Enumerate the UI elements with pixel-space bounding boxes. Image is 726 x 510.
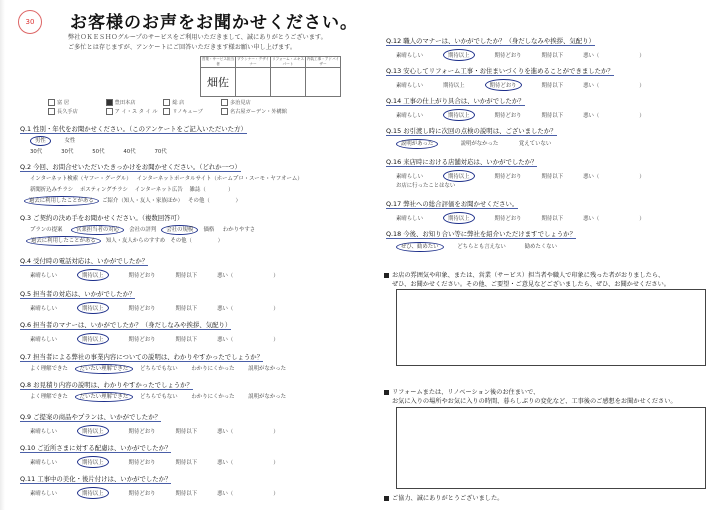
question-12-options [396,49,645,61]
bracket-close: ） [639,83,645,89]
answer-selected[interactable]: 期待以上 [443,49,475,61]
answer-selected[interactable]: 期待以上 [77,425,109,437]
answer-option[interactable]: 説明がなかった [248,394,287,400]
answer-option[interactable]: 期待以上 [442,83,465,89]
grid-header: 内装工事・アドバイザー [306,57,340,66]
q2-options-row3 [24,196,241,204]
bullet-icon [384,390,389,395]
page-title: お客様のお声をお聞かせください。 [70,13,358,33]
q1-options [30,136,75,144]
bracket-close: ） [273,460,279,466]
q15-options [396,139,551,147]
question-3: Q.3 ご契約の決め手をお聞かせください。（複数回答可） [20,214,184,222]
thanks-line [384,493,503,502]
page-edge-shadow [0,0,5,510]
question-11-options [30,487,279,499]
bracket-close: ） [639,53,645,59]
checkbox[interactable] [48,108,55,115]
prompt-line: リフォームまたは、リノベーション後のお住まいで、 [392,389,540,396]
answer-selected[interactable]: だいたい理解できた [75,392,134,402]
answer-option[interactable]: どちらでもない [140,366,178,372]
answer-selected[interactable]: 期待以上 [77,487,109,499]
answer-option[interactable]: 雑誌（ [189,187,206,193]
bracket-close: ） [273,306,279,312]
answer-option[interactable]: 70代 [154,149,167,155]
answer-option[interactable]: よく理解できた [30,394,68,400]
answer-selected[interactable]: 過去に利用したことがある [24,196,99,206]
prompt-line: お気に入りの場所やお気に入りの時間、暮らしぶりの変化など、工事後のご感想をお聞かせください。 [392,398,677,405]
answer-option[interactable]: 素晴らしい [30,491,57,497]
question-2: Q.2 今回、お問合せいただいたきっかけをお聞かせください。（どれか一つ） [20,163,241,171]
answer-option[interactable]: 悪い（ [583,53,600,59]
answer-selected[interactable]: 期待どおり [485,79,522,91]
answer-option[interactable]: 会社の評判 [129,227,157,233]
answer-option[interactable]: 期待以下 [541,174,564,180]
answer-selected[interactable]: 期待以上 [443,170,475,182]
answer-option[interactable]: 覚えていない [518,141,552,147]
question-9-options [30,425,279,437]
bracket-close: ） [639,174,645,180]
question-13: Q.13 安心してリフォーム工事・お住まいづくりを進めることができましたか？ [386,67,614,75]
answer-option[interactable]: 期待どおり [494,174,522,180]
answer-option[interactable]: 素晴らしい [396,113,423,119]
answer-option[interactable]: 知人・友人からのすすめ [105,238,166,244]
q2-options-row2 [30,185,234,193]
answer-option[interactable]: 期待どおり [128,306,156,312]
answer-option[interactable]: インターネットポータルサイト（ホームプロ・スーモ・ヤフオーム） [136,176,303,182]
q18-options [396,242,557,250]
shop-option[interactable]: 長久手店 [48,108,104,117]
answer-option[interactable]: 期待どおり [494,53,522,59]
bracket-close: ） [273,273,279,279]
shop-option[interactable]: 名古屋ガーデン・外構館 [221,108,287,117]
comment-box-2[interactable] [396,407,706,489]
answer-option[interactable]: わかりにくかった [191,366,235,372]
q1-age-options [30,147,167,155]
shop-option[interactable]: ア イ・ス タ イ ル [106,108,162,117]
shop-option[interactable]: リノキューブ [163,108,219,117]
comment-prompt-2 [384,387,677,405]
answer-option[interactable]: インターネット広告 [134,187,183,193]
answer-option[interactable]: 悪い（ [217,273,234,279]
answer-option[interactable]: 悪い（ [583,113,600,119]
question-14-options [396,109,645,121]
answer-option[interactable]: プランの提案 [30,227,63,233]
question-16: Q.16 来店時における店舗対応は、いかがでしたか？ [386,158,538,166]
answer-option[interactable]: 悪い（ [217,306,234,312]
shop-option[interactable]: 総 店 [163,99,219,108]
comment-box-1[interactable] [396,289,706,366]
question-13-options [396,79,645,91]
question-15: Q.15 お引渡し時に次回の点検の説明は、ございましたか？ [386,127,557,135]
staff-name-value[interactable]: 畑佐 [201,68,236,97]
bracket-close: ） [639,216,645,222]
answer-option[interactable]: 期待どおり [128,460,156,466]
bracket-close: ） [273,429,279,435]
shop-option[interactable]: 多治見店 [221,99,287,108]
answer-selected[interactable]: 会社の規模 [161,225,198,235]
answer-option[interactable]: 素晴らしい [30,429,57,435]
answer-option[interactable]: 30代 [30,149,43,155]
answer-option[interactable]: 期待以下 [175,429,198,435]
answer-selected[interactable]: だいたい理解できた [75,364,134,374]
answer-option[interactable]: 素晴らしい [396,174,423,180]
checkbox[interactable] [221,99,228,106]
shop-checklist [48,99,288,117]
answer-option[interactable]: 素晴らしい [30,273,57,279]
answer-option[interactable]: 期待どおり [128,491,156,497]
answer-option[interactable]: 悪い（ [217,460,234,466]
thanks-text: ご協力、誠にありがとうございました。 [392,495,504,502]
answer-option[interactable]: 期待以下 [175,491,198,497]
answer-option[interactable]: 素晴らしい [30,306,57,312]
answer-selected[interactable]: 期待以上 [77,302,109,314]
shop-option[interactable]: 豊田本店 [106,99,162,108]
answer-option[interactable]: わかりやすさ [222,227,256,233]
answer-option[interactable]: 悪い（ [217,491,234,497]
answer-option[interactable]: 期待以下 [175,306,198,312]
question-11: Q.11 工事中の美化・後片付けは、いかがでしたか？ [20,475,172,483]
answer-option[interactable]: 女性 [64,138,76,144]
question-17: Q.17 弊社への総合評価をお聞かせください。 [386,200,519,208]
answer-option[interactable]: わかりにくかった [191,394,235,400]
grid-cell[interactable] [271,68,306,97]
answer-selected[interactable]: 過去に利用したことがある [26,236,101,246]
q2-options [30,174,303,182]
answer-option[interactable]: どちらとも言えない [457,244,506,250]
q3-options [30,225,255,233]
answer-option[interactable]: その他（ [188,198,210,204]
answer-option[interactable]: 素晴らしい [396,53,423,59]
answer-selected[interactable]: 期待以上 [77,269,109,281]
question-4-options [30,269,279,281]
question-5-options [30,302,279,314]
answer-option[interactable]: 期待以下 [541,216,564,222]
grid-header: プランナー・デザイナー [236,57,270,66]
bullet-icon [384,273,389,278]
answer-option[interactable]: インターネット検索（ヤフー・グーグル） [30,176,132,182]
answer-option[interactable]: 40代 [123,149,136,155]
bracket-close: ） [273,337,279,343]
bracket-close: ） [228,187,234,193]
answer-option[interactable]: 素晴らしい [396,216,423,222]
question-9: Q.9 ご提案の商品やプランは、いかがでしたか？ [20,413,161,421]
bracket-close: ） [639,113,645,119]
question-10: Q.10 ご近所さまに対する配慮は、いかがでしたか？ [20,444,172,452]
comment-prompt-1 [384,270,670,288]
answer-option[interactable]: 悪い（ [217,429,234,435]
answer-option[interactable]: 悪い（ [583,83,600,89]
bracket-close: ） [217,238,224,244]
answer-option[interactable]: 素晴らしい [30,337,57,343]
question-7: Q.7 担当者による弊社の事業内容についての説明は、わかりやすかったでしょうか？ [20,353,264,361]
grid-header: リフォーム・エキスパート [271,57,305,66]
answer-option[interactable]: ご紹介（知人・友人・家族ほか） [102,198,184,204]
question-10-options [30,456,279,468]
page-stamp: 30 [18,10,42,34]
answer-selected[interactable]: 営業担当者の対応 [71,225,124,235]
checkbox[interactable] [106,108,113,115]
q8-options [30,392,286,400]
checkbox[interactable] [163,108,170,115]
question-6: Q.6 担当者のマナーは、いかがでしたか？（身だしなみや挨拶、気配り） [20,321,232,329]
answer-option[interactable]: 期待以下 [541,83,564,89]
answer-option[interactable]: 悪い（ [583,174,600,180]
answer-option[interactable]: ポスティングチラシ [80,187,128,193]
answer-option[interactable]: 素晴らしい [396,83,423,89]
grid-cell[interactable] [306,68,341,97]
question-8: Q.8 お見積り内容の説明は、わかりやすかったでしょうか？ [20,381,193,389]
checkbox-checked[interactable] [106,99,113,106]
checkbox[interactable] [221,108,228,115]
question-12: Q.12 職人のマナーは、いかがでしたか？（身だしなみや挨拶、気配り） [386,37,595,45]
bracket-close: ） [235,198,241,204]
bracket-close: ） [273,491,279,497]
checkbox[interactable] [163,99,170,106]
answer-option[interactable]: どちらでもない [140,394,178,400]
answer-selected[interactable]: 期待以上 [443,109,475,121]
answer-option[interactable]: 悪い（ [217,337,234,343]
answer-selected[interactable]: 期待以上 [443,212,475,224]
answer-selected[interactable]: ぜひ、勧めたい [396,242,444,252]
answer-selected[interactable]: 期待以上 [77,456,109,468]
answer-option[interactable]: 期待どおり [128,273,156,279]
answer-option[interactable]: お店に行ったことはない [396,183,456,189]
checkbox[interactable] [48,99,55,106]
answer-option[interactable]: 説明がなかった [248,366,287,372]
answer-option[interactable]: 50代 [92,149,105,155]
answer-option[interactable]: 期待どおり [128,429,156,435]
answer-option[interactable]: 価格 [203,227,215,233]
intro-line: ご多忙とは存じますが、アンケートにご回答いただきます様お願い申し上げます。 [68,44,297,51]
answer-selected[interactable]: 男性 [30,136,51,146]
prompt-line: ぜひ、お聞かせください。その他、ご要望・ご意見などございましたら、ぜひ、お聞かせください。 [392,281,670,288]
answer-option[interactable]: 新聞折込みチラシ [30,187,74,193]
answer-option[interactable]: 期待以下 [175,337,198,343]
answer-option[interactable]: 30代 [61,149,74,155]
answer-option[interactable]: 期待以下 [175,460,198,466]
intro-line: 弊社ＯＫＥＳＨＯグループのサービスをご利用いただきまして、誠にありがとうございます。 [68,34,327,41]
grid-header: 営業・サービス担当者 [201,57,235,66]
answer-option[interactable]: 勧めたくない [524,244,557,250]
answer-option[interactable]: 素晴らしい [30,460,57,466]
grid-cell[interactable] [236,68,271,97]
question-17-options [396,212,645,224]
question-4: Q.4 受付時の電話対応は、いかがでしたか？ [20,257,149,265]
answer-option[interactable]: よく理解できた [30,366,68,372]
answer-option[interactable]: 期待以下 [175,273,198,279]
q7-options [30,364,286,372]
answer-selected[interactable]: 説明があった [396,139,438,149]
intro-text [68,33,368,53]
question-6-options [30,333,279,345]
question-1: Q.1 性別・年代をお聞かせください。（このアンケートをご記入いただいた方） [20,125,247,133]
question-5: Q.5 担当者の対応は、いかがでしたか？ [20,290,136,298]
question-16-options-row2 [396,181,455,189]
bullet-icon [384,496,389,501]
staff-grid [200,56,341,97]
answer-option[interactable]: 期待以下 [541,53,564,59]
answer-option[interactable]: 期待どおり [494,216,522,222]
answer-option[interactable]: 悪い（ [583,216,600,222]
answer-option[interactable]: 期待どおり [494,113,522,119]
answer-selected[interactable]: 期待以上 [77,333,109,345]
question-14: Q.14 工事の仕上がり具合は、いかがでしたか？ [386,97,525,105]
q3-options-row2 [26,236,223,244]
prompt-line: お店の雰囲気や印象、または、営業（サービス）担当者や職人で印象に残った者がおりましたら、 [392,272,665,279]
answer-option[interactable]: 期待どおり [128,337,156,343]
shop-option[interactable]: 富 居 [48,99,104,108]
answer-option[interactable]: その他（ [170,238,192,244]
answer-option[interactable]: 期待以下 [541,113,564,119]
answer-option[interactable]: 説明がなかった [460,141,499,147]
question-18: Q.18 今後、お知り合い等に弊社を紹介いただけますでしょうか？ [386,230,576,238]
